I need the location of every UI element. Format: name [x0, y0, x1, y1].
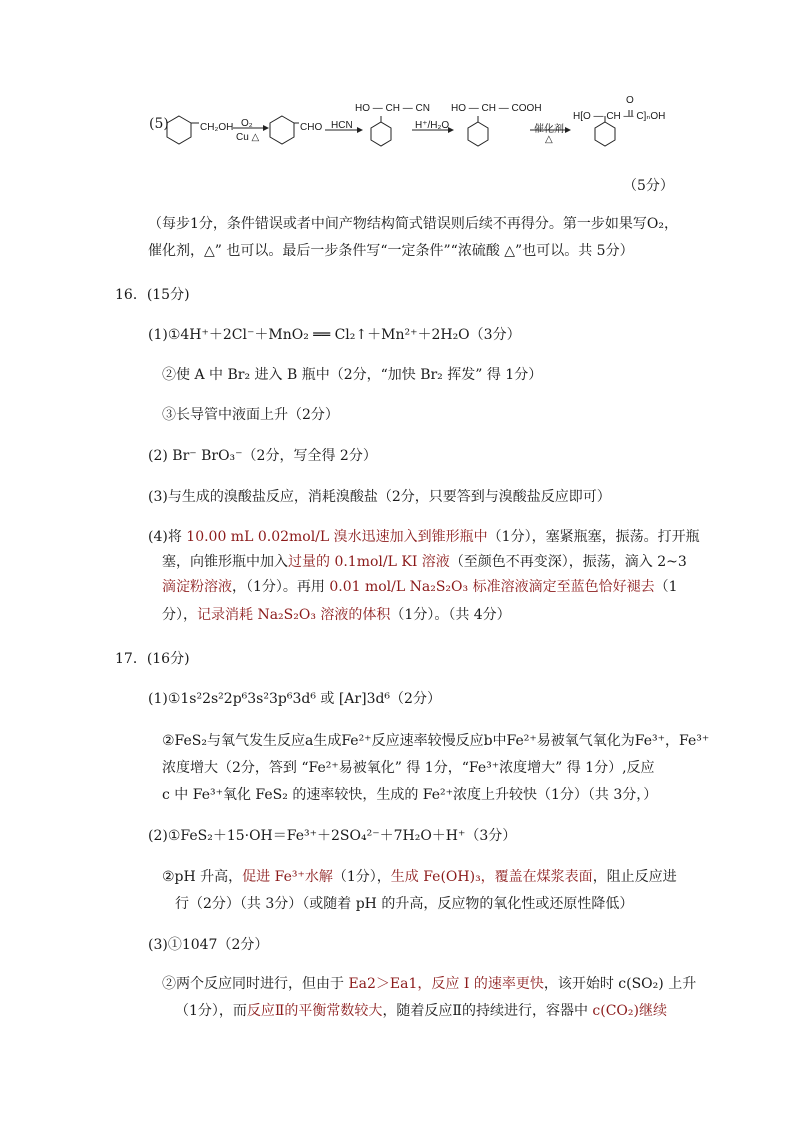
- q17-part3-2b: （1分），而反应Ⅱ的平衡常数较大，随着反应Ⅱ的持续进行，容器中 c(CO₂)继续: [175, 1003, 667, 1019]
- q17-p3-key2: 反应Ⅱ的平衡常数较大: [246, 1003, 383, 1019]
- q16-part4-line1: (4)将 10.00 mL 0.02mol/L 溴水迅速加入到锥形瓶中（1分），塞紧瓶塞，振荡。打开瓶: [148, 529, 700, 545]
- q17-part3-1: (3)①1047（2分）: [148, 937, 269, 953]
- benzene-ring-2: [270, 116, 294, 144]
- q16-p4-key4: 0.01 mol/L Na₂S₂O₃ 标准溶液滴定至蓝色恰好褪去: [329, 579, 655, 595]
- score-5: （5分）: [623, 178, 674, 194]
- note-5-line2: 催化剂，△” 也可以。最后一步条件写“一定条件”“浓硫酸 △”也可以。共 5分）: [148, 243, 634, 259]
- q16-part4-line3: 滴淀粉溶液，（1分）。再用 0.01 mol/L Na₂S₂O₃ 标准溶液滴定至蓝色恰好褪去（1: [162, 579, 678, 595]
- benzene-ring-1: [167, 116, 191, 144]
- q16-heading: 16．(15分): [115, 287, 190, 303]
- q17-part2-2d: 行（2分）（共 3分）（或随着 pH 的升高，反应物的氧化性或还原性降低）: [175, 896, 634, 912]
- q17-p2-key1: 促进 Fe³⁺水解: [242, 869, 333, 885]
- q17-part1-2b: 浓度增大（2分，答到 “Fe²⁺易被氧化” 得 1分，“Fe³⁺浓度增大” 得 1分）,反应: [162, 760, 655, 776]
- q16-p4-key1: 10.00 mL 0.02mol/L 溴水迅速加入到锥形瓶中: [186, 529, 488, 545]
- condition-2-top: HCN: [331, 120, 353, 131]
- q17-part1-2c: c 中 Fe³⁺氧化 FeS₂ 的速率较快，生成的 Fe²⁺浓度上升较快（1分）（共 3分，）: [162, 787, 658, 803]
- q17-part3-2a: ②两个反应同时进行，但由于 Ea2＞Ea1，反应 I 的速率更快，该开始时 c(SO₂) 上升: [162, 976, 697, 992]
- q16-part1-3: ③长导管中液面上升（2分）: [162, 407, 339, 423]
- ch2oh-group: CH₂OH: [200, 122, 234, 133]
- q16-part4-line4: 分），记录消耗 Na₂S₂O₃ 溶液的体积（1分）。（共 4分）: [162, 607, 511, 623]
- q16-part2: (2) Br⁻ BrO₃⁻（2分，写全得 2分）: [148, 448, 377, 464]
- benzene-ring-4: [468, 122, 488, 146]
- polyester-chain: H[O — CH — C]ₙOH: [573, 111, 666, 122]
- q16-p4-key3: 滴淀粉溶液: [162, 579, 232, 595]
- q16-part1-2: ②使 A 中 Br₂ 进入 B 瓶中（2分，“加快 Br₂ 挥发” 得 1分）: [162, 367, 543, 383]
- q16-part4-line2: 塞，向锥形瓶中加入过量的 0.1mol/L KI 溶液（至颜色不再变深），振荡，滴入 2~3: [162, 554, 687, 570]
- benzene-ring-5: [595, 122, 615, 146]
- q17-part1-2a: ②FeS₂与氧气发生反应a生成Fe²⁺反应速率较慢反应b中Fe²⁺易被氧气氧化为Fe³⁺，Fe³⁺: [162, 733, 710, 749]
- condition-3-top: H⁺/H₂O: [415, 120, 450, 131]
- q17-p3-key1: Ea2＞Ea1，反应 I 的速率更快: [348, 976, 544, 992]
- condition-1-top: O₂: [241, 118, 253, 129]
- carbonyl-o: O: [626, 95, 634, 106]
- q17-p2-key2: 生成 Fe(OH)₃，覆盖在煤浆表面: [390, 869, 593, 885]
- q17-part1-1: (1)①1s²2s²2p⁶3s²3p⁶3d⁶ 或 [Ar]3d⁶（2分）: [148, 691, 441, 707]
- q16-p4-key2: 过量的 0.1mol/L KI 溶液: [288, 554, 450, 570]
- q16-part1-1: (1)①4H⁺＋2Cl⁻＋MnO₂ ══ Cl₂↑＋Mn²⁺＋2H₂O（3分）: [148, 327, 521, 343]
- q16-p4-key5: 记录消耗 Na₂S₂O₃ 溶液的体积: [197, 607, 391, 623]
- cho-group: CHO: [300, 122, 323, 133]
- note-5-line1: （每步1分，条件错误或者中间产物结构简式错误则后续不再得分。第一步如果写O₂，: [148, 216, 678, 232]
- condition-4-top: 催化剂: [534, 124, 564, 135]
- scheme-label: (5): [149, 116, 169, 132]
- q17-heading: 17．(16分): [115, 651, 190, 667]
- benzene-ring-3: [371, 122, 391, 146]
- cyanohydrin-chain: HO — CH — CN: [355, 103, 430, 114]
- q17-part2-2a: ②pH 升高，促进 Fe³⁺水解（1分），生成 Fe(OH)₃，覆盖在煤浆表面，阻止反应进: [162, 869, 677, 885]
- q16-part3: (3)与生成的溴酸盐反应，消耗溴酸盐（2分，只要答到与溴酸盐反应即可）: [148, 489, 611, 505]
- q17-part2-1: (2)①FeS₂＋15·OH＝Fe³⁺＋2SO₄²⁻＋7H₂O＋H⁺（3分）: [148, 828, 517, 844]
- hydroxy-acid-chain: HO — CH — COOH: [451, 103, 542, 114]
- condition-1-bottom: Cu △: [236, 132, 260, 143]
- condition-4-bottom: △: [545, 134, 553, 145]
- q17-p3-key3: c(CO₂)继续: [592, 1003, 667, 1019]
